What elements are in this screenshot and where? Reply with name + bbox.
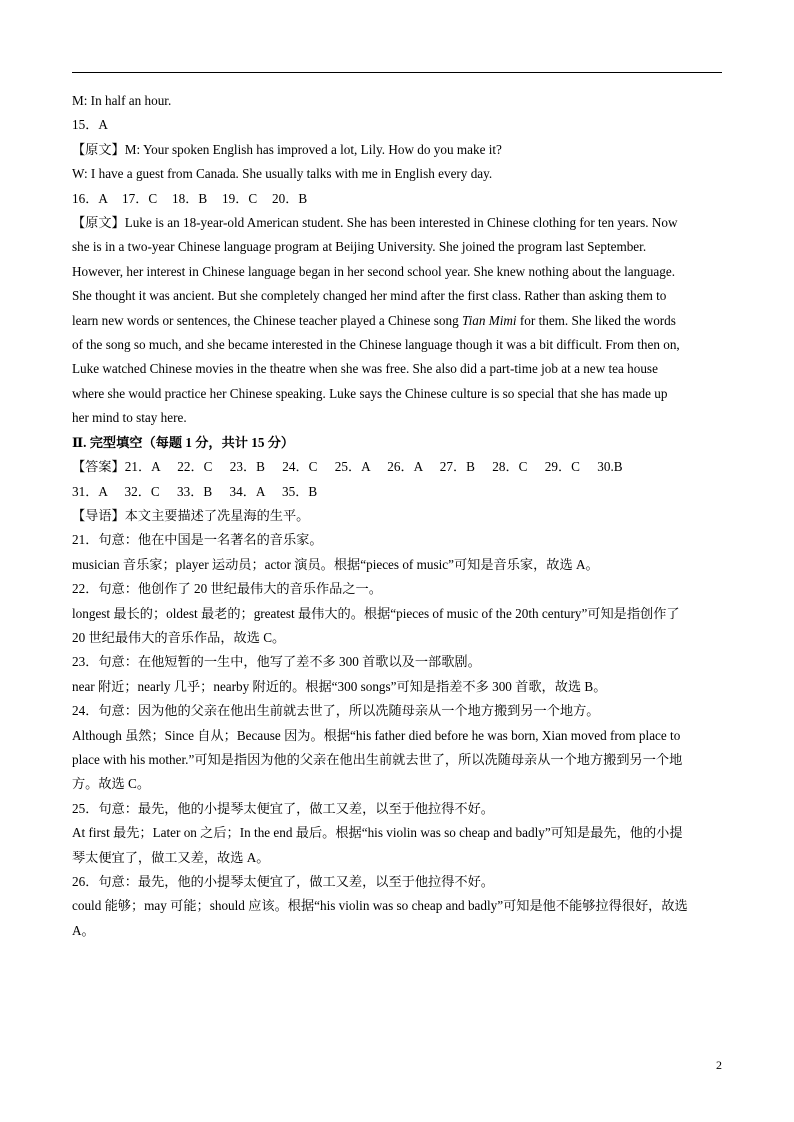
answer-item: 29．C: [544, 459, 580, 475]
answer-item: 27．B: [439, 459, 475, 475]
text-line: [72, 309, 722, 333]
text-line: A。: [72, 922, 95, 938]
text-line: W: I have a guest from Canada. She usually talks with me in English every day.: [72, 166, 493, 182]
text-line: Although 虽然；Since 自从；Because 因为。根据“his father died before he was born, Xian moved from place to: [72, 727, 681, 743]
text-line: 23．句意：在他短暂的一生中，他写了差不多 300 首歌以及一部歌剧。: [72, 654, 481, 670]
answer-item: 17．C: [122, 190, 158, 206]
text-line: near 附近；nearly 几乎；nearby 附近的。根据“300 songs”可知是指差不多 300 首歌，故选 B。: [72, 678, 607, 694]
text-line: place with his mother.”可知是指因为他的父亲在他出生前就去世了，所以冼随母亲从一个地方搬到另一个地: [72, 751, 683, 767]
section-heading: Ⅱ. 完型填空（每题 1 分，共计 15 分）: [72, 434, 295, 450]
text-line: 22．句意：他创作了 20 世纪最伟大的音乐作品之一。: [72, 581, 382, 597]
text-line: 25．句意：最先，他的小提琴太便宜了，做工又差，以至于他拉得不好。: [72, 800, 494, 816]
text-line: 方。故选 C。: [72, 776, 151, 792]
header-rule: [72, 72, 722, 73]
answer-item: 19．C: [222, 190, 258, 206]
answer-item: 18．B: [172, 190, 208, 206]
page-number: 2: [716, 1058, 722, 1072]
text-line: 【导语】本文主要描述了冼星海的生平。: [72, 507, 310, 523]
answer-item: 23．B: [229, 459, 265, 475]
answer-item: 25．A: [334, 459, 371, 475]
text-line: M: In half an hour.: [72, 93, 172, 108]
text-line: longest 最长的；oldest 最老的；greatest 最伟大的。根据“pieces of music of the 20th century”可知是指创作了: [72, 605, 680, 621]
answer-item: 16．A: [72, 190, 108, 206]
text-line: of the song so much, and she became interested in the Chinese language though it was a bit difficult. From then on,: [72, 337, 680, 353]
text-line: At first 最先；Later on 之后；In the end 最后。根据“his violin was so cheap and badly”可知是最先，他的小提: [72, 825, 683, 841]
text-line: However, her interest in Chinese language began in her second school year. She knew nothing about the language.: [72, 263, 675, 279]
answer-row-16-20: [72, 187, 722, 211]
answer-item: 28．C: [492, 459, 528, 475]
text-line: She thought it was ancient. But she completely changed her mind after the first class. Rather than asking them to: [72, 288, 667, 304]
answer-item: 32．C: [124, 483, 160, 499]
answer-item: 33．B: [177, 483, 213, 499]
answer-item: 20．B: [272, 190, 308, 206]
text-line: where she would practice her Chinese speaking. Luke says the Chinese culture is so special that she has made up: [72, 385, 668, 401]
song-title: Tian Mimi: [462, 312, 517, 328]
text-line: could 能够；may 可能；should 应该。根据“his violin was so cheap and badly”可知是他不能够拉得很好，故选: [72, 898, 688, 914]
answer-item: 26．A: [387, 459, 424, 475]
text-line: 15．A: [72, 117, 108, 133]
answer-item: 35．B: [282, 483, 318, 499]
answer-item: 34．A: [229, 483, 266, 499]
answer-item: 22．C: [177, 459, 213, 475]
text-line: 【原文】Luke is an 18-year-old American student. She has been interested in Chinese clothing for ten years. Now: [72, 215, 678, 231]
text-line: 琴太便宜了，做工又差，故选 A。: [72, 849, 270, 865]
answer-row-21-30: [72, 455, 722, 479]
text-line: Luke watched Chinese movies in the theatre when she was free. She also did a part-time job at a new tea house: [72, 361, 658, 377]
text-line: 【原文】M: Your spoken English has improved a lot, Lily. How do you make it?: [72, 141, 502, 157]
text-line: 24．句意：因为他的父亲在他出生前就去世了，所以冼随母亲从一个地方搬到另一个地方。: [72, 703, 600, 719]
text-segment: learn new words or sentences, the Chinese teacher played a Chinese song: [72, 312, 462, 328]
text-line: 26．句意：最先，他的小提琴太便宜了，做工又差，以至于他拉得不好。: [72, 874, 494, 889]
text-segment: for them. She liked the words: [516, 312, 676, 328]
answer-item: 21．A: [124, 459, 161, 475]
text-line: she is in a two-year Chinese language program at Beijing University. She joined the program last September.: [72, 239, 647, 255]
text-line: 20 世纪最伟大的音乐作品，故选 C。: [72, 629, 286, 645]
document-body: [72, 89, 722, 943]
answer-row-31-35: [72, 480, 722, 504]
answer-item: 31．A: [72, 483, 108, 499]
answer-item: 24．C: [282, 459, 318, 475]
text-line: musician 音乐家；player 运动员；actor 演员。根据“pieces of music”可知是音乐家，故选 A。: [72, 556, 599, 572]
text-line: her mind to stay here.: [72, 410, 187, 426]
answer-prefix: 【答案】: [72, 459, 125, 475]
answer-item: 30.B: [597, 459, 623, 475]
text-line: 21．句意：他在中国是一名著名的音乐家。: [72, 532, 323, 548]
